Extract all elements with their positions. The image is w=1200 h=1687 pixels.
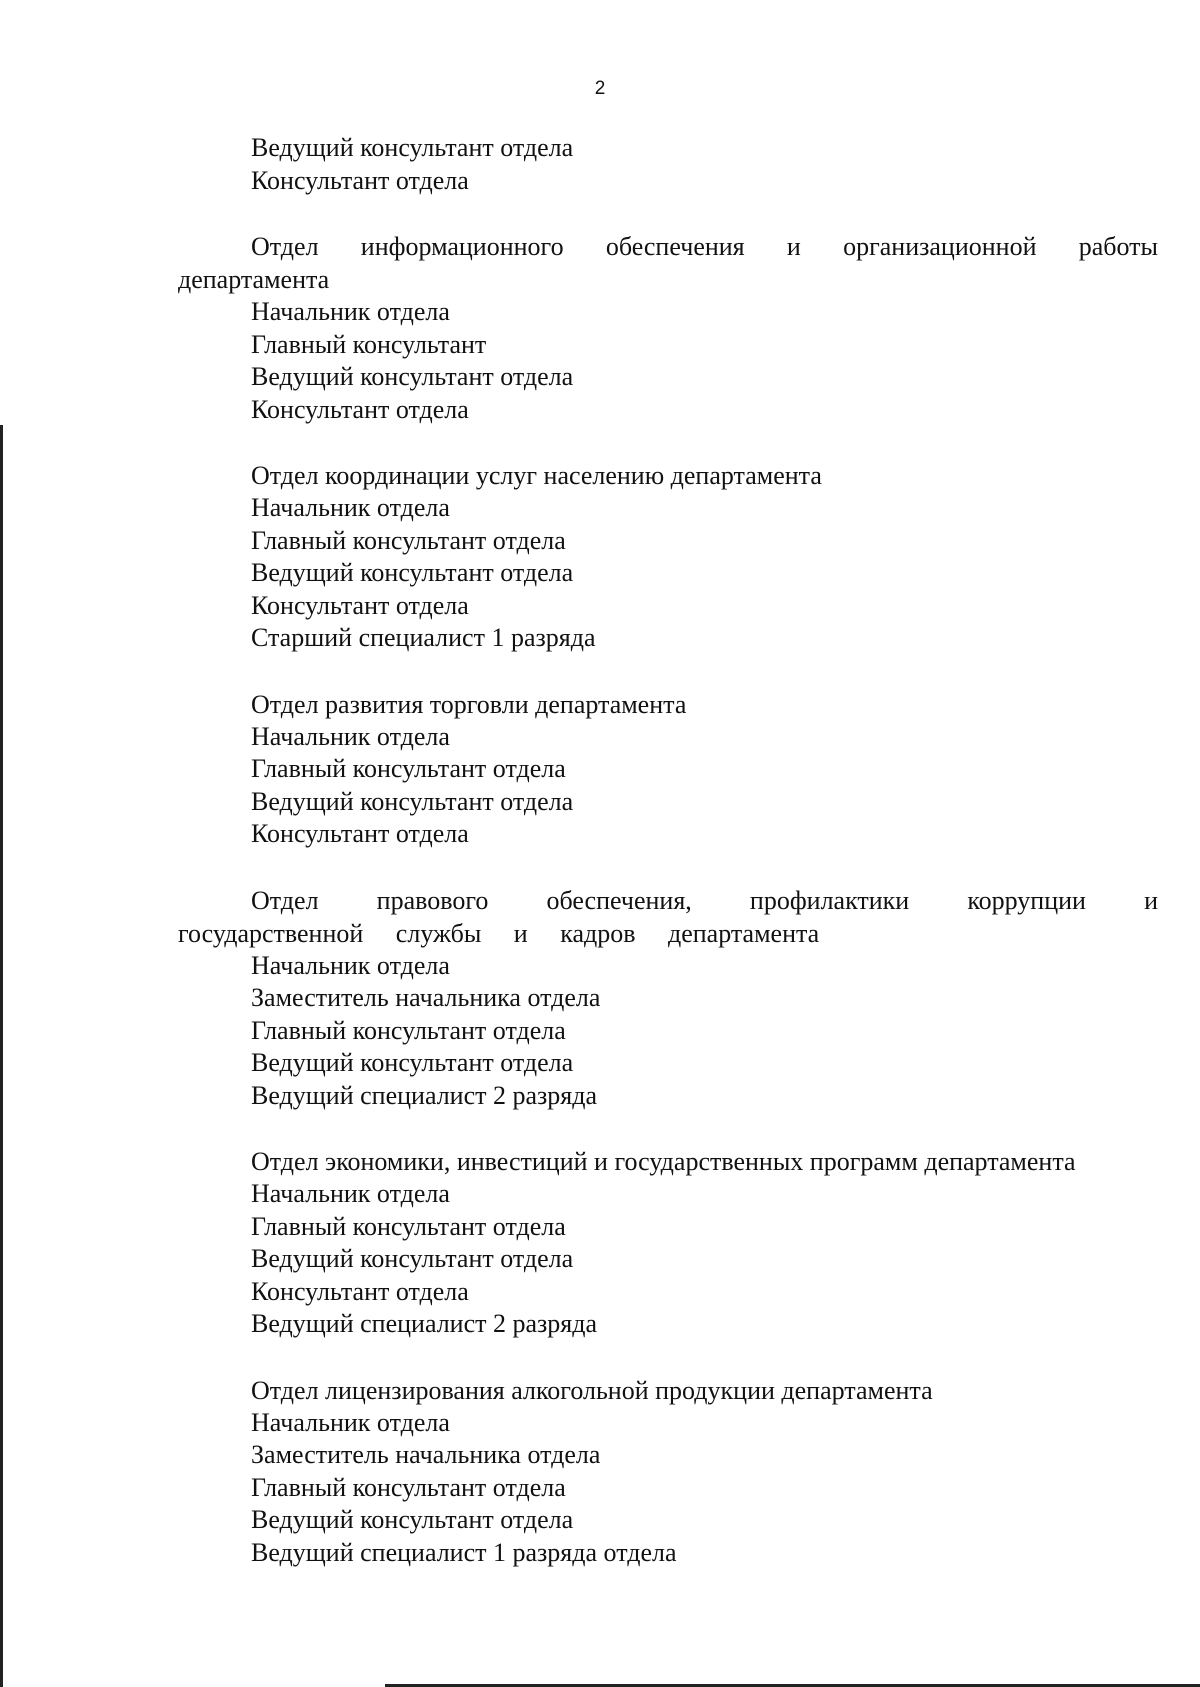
department-title: Отдел информационного обеспечения и организационной работы департамента [178,232,1158,294]
position-line: Ведущий консультант отдела [251,1048,574,1077]
department-section [178,459,1158,655]
position-line: Главный консультант отдела [251,525,566,555]
department-title: Отдел координации услуг населению департамента [251,461,822,490]
position-line: Главный консультант отдела [251,754,566,783]
department-section [178,1145,1158,1341]
document-body [178,132,1158,1602]
position-line: Главный консультант отдела [251,1472,566,1502]
position-line: Начальник отдела [251,493,450,522]
department-section [178,884,1158,1113]
position-line: Ведущий консультант отдела [251,133,574,162]
position-line: Начальник отдела [251,1179,450,1208]
department-title: Отдел лицензирования алкогольной продукции департамента [251,1375,933,1405]
position-line: Консультант отдела [251,819,469,848]
department-section [178,1374,1158,1570]
position-line: Начальник отдела [251,1407,450,1437]
position-line: Ведущий консультант отдела [251,558,574,587]
position-line: Начальник отдела [251,297,450,326]
department-title: Отдел экономики, инвестиций и государственных программ департамента [251,1147,1076,1176]
department-section [178,230,1158,426]
continued-section [178,132,1158,197]
position-line: Консультант отдела [251,1276,469,1306]
position-line: Начальник отдела [251,950,450,980]
position-line: Ведущий консультант отдела [251,362,574,391]
position-line: Начальник отдела [251,721,450,751]
position-line: Главный консультант отдела [251,1211,566,1241]
position-line: Консультант отдела [251,590,469,620]
position-line: Старший специалист 1 разряда [251,623,596,652]
position-line: Главный консультант [251,329,487,359]
position-line: Ведущий консультант отдела [251,1505,574,1534]
position-line: Консультант отдела [251,394,469,424]
department-section [178,688,1158,851]
department-title: Отдел правового обеспечения, профилактики коррупции и государственной службы и кадров департамента [178,885,1158,948]
position-line: Ведущий специалист 2 разряда [251,1080,598,1110]
position-line: Заместитель начальника отдела [251,1440,601,1469]
scan-edge-left [0,425,3,1687]
position-line: Заместитель начальника отдела [251,983,601,1012]
position-line: Консультант отдела [251,165,469,195]
position-line: Ведущий консультант отдела [251,786,574,816]
page-number: 2 [594,78,606,99]
position-line: Ведущий специалист 1 разряда отдела [251,1537,677,1567]
position-line: Ведущий консультант отдела [251,1244,574,1273]
position-line: Ведущий специалист 2 разряда [251,1309,598,1338]
department-title: Отдел развития торговли департамента [251,689,687,719]
position-line: Главный консультант отдела [251,1015,566,1045]
